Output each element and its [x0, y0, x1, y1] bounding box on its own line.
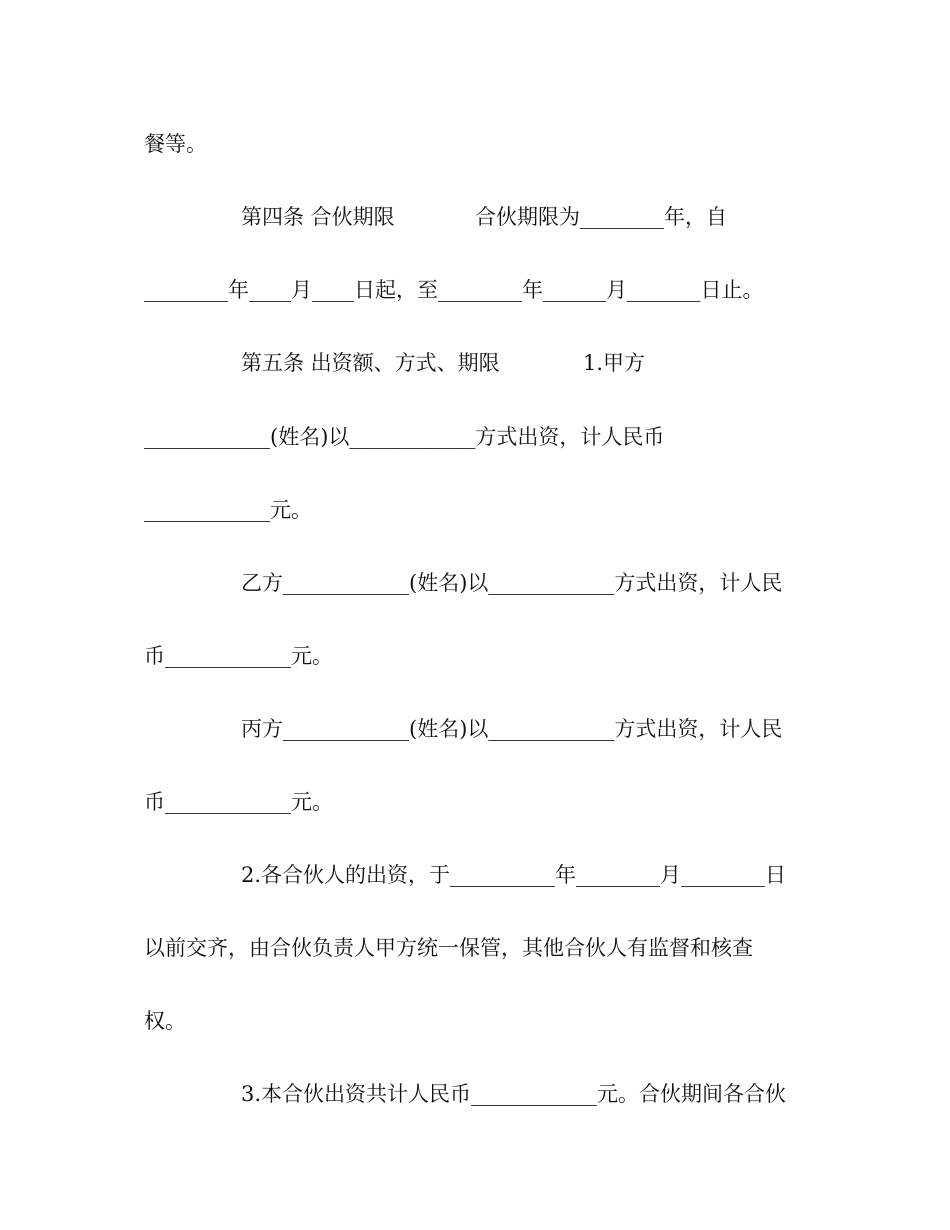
- text-line-term-dates: ________年____月____日起，至________年______月_______日止。: [144, 278, 764, 302]
- text-line-party-a-label: 1.甲方: [583, 351, 646, 375]
- text-line-party-a-amount: ____________元。: [144, 498, 312, 522]
- text-line-party-a: ____________(姓名)以____________方式出资，计人民币: [144, 425, 665, 449]
- text-line-party-c: 丙方____________(姓名)以____________方式出资，计人民: [241, 717, 783, 741]
- text-line-party-c-amount: 币____________元。: [144, 790, 333, 814]
- text-line-party-b: 乙方____________(姓名)以____________方式出资，计人民: [241, 571, 783, 595]
- text-line-item-3: 3.本合伙出资共计人民币____________元。合伙期间各合伙: [241, 1082, 787, 1106]
- text-line-party-b-amount: 币____________元。: [144, 644, 333, 668]
- text-line-item-2-end: 权。: [144, 1009, 186, 1033]
- text-line-item-2: 2.各合伙人的出资，于__________年________月________日: [241, 863, 787, 887]
- article-4-heading: 第四条 合伙期限: [241, 205, 395, 229]
- text-line-term: 合伙期限为________年，自: [475, 205, 727, 229]
- text-line-1: 餐等。: [144, 132, 207, 156]
- text-line-item-2-cont: 以前交齐，由合伙负责人甲方统一保管，其他合伙人有监督和核查: [144, 936, 753, 960]
- article-5-heading: 第五条 出资额、方式、期限: [241, 351, 500, 375]
